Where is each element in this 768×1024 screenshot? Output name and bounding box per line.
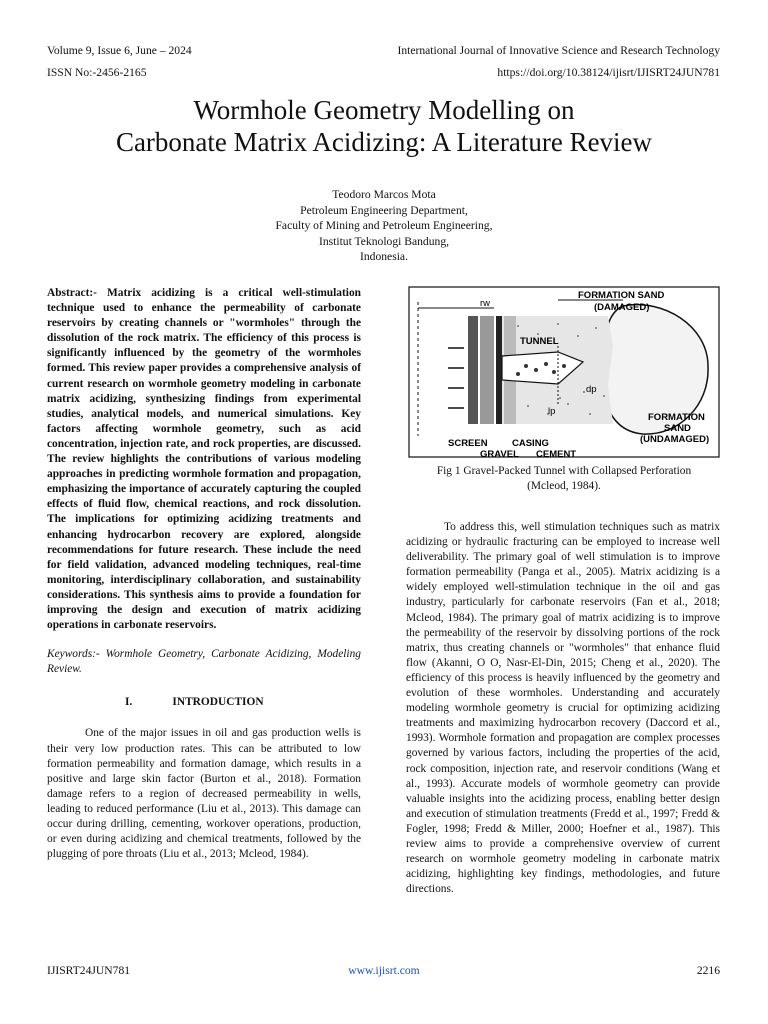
casing-band: [496, 316, 502, 424]
section-number: I.: [125, 696, 133, 709]
figure-caption: [400, 464, 728, 494]
title-line-2: Carbonate Matrix Acidizing: A Literature Review: [115, 127, 653, 157]
label-tunnel: TUNNEL: [520, 336, 559, 347]
author-block: [0, 187, 768, 265]
issn: ISSN No:-2456-2165: [47, 66, 147, 79]
intro-paragraph: One of the major issues in oil and gas production wells is their very low production rates. This can be attributed to low formation permeability and formation damage, which results in a positive and large skin factor (Burton et al., 2018). Formation damage refers to a region of decreased permeability in wells, leading to reduced performance (Liu et al., 2013). This damage can occur during drilling, cementing, workover operations, production, or even during acidizing and chemical treatments, followed by the plugging of pore throats (Liu et al., 2013; Mcleod, 1984).: [47, 727, 361, 861]
left-column: [47, 286, 361, 862]
label-rw: rw: [480, 298, 491, 309]
label-lp: lp: [548, 406, 556, 417]
label-formation-sand-damaged-1: FORMATION SAND: [578, 290, 665, 301]
label-formation-2: SAND: [664, 423, 691, 434]
keywords: Keywords:- Wormhole Geometry, Carbonate Acidizing, Modeling Review.: [47, 648, 361, 676]
screen-band: [468, 316, 478, 424]
author-faculty: Faculty of Mining and Petroleum Engineering,: [275, 219, 493, 232]
label-dp: dp: [586, 384, 597, 395]
paper-title: [0, 94, 768, 158]
abstract: Abstract:- Matrix acidizing is a critical well-stimulation technique used to enhance the permeability of carbonate reservoirs by creating channels or "wormholes" through the dissolution of the rock matrix. The efficiency of this process is significantly influenced by the geometry of the wormholes formed. This review paper provides a comprehensive analysis of current research on wormhole geometry modeling in carbonate matrix acidizing, synthesizing findings from experimental studies, analytical models, and numerical simulations. Key factors affecting wormhole geometry, such as acid concentration, injection rate, and rock properties, are discussed. The review highlights the contributions of various modeling approaches in predicting wormhole formation and propagation, emphasizing the importance of accurately capturing the coupled effects of fluid flow, chemical reactions, and rock dissolution. The implications for optimizing acidizing treatments and enhancing hydrocarbon recovery are explored, alongside recommendations for future research. These include the need for field validation, advanced modeling techniques, real-time monitoring, interdisciplinary collaboration, and sustainability considerations. This synthesis aims to provide a foundation for improving the design and execution of matrix acidizing operations in carbonate reservoirs.: [47, 287, 361, 632]
caption-line-2: (Mcleod, 1984).: [527, 480, 601, 492]
label-formation-3: (UNDAMAGED): [640, 434, 710, 445]
label-screen: SCREEN: [448, 438, 488, 449]
caption-line-1: Fig 1 Gravel-Packed Tunnel with Collapsed Perforation: [436, 465, 692, 477]
doi-link[interactable]: https://doi.org/10.38124/ijisrt/IJISRT24JUN781: [497, 66, 720, 79]
footer-code: IJISRT24JUN781: [47, 964, 131, 977]
label-gravel: GRAVEL: [480, 449, 519, 458]
author-dept: Petroleum Engineering Department,: [300, 203, 468, 217]
section-title: INTRODUCTION: [172, 696, 264, 709]
author-name: Teodoro Marcos Mota: [332, 188, 436, 201]
title-line-1: Wormhole Geometry Modelling on: [193, 95, 575, 125]
gravel-band: [480, 316, 494, 424]
right-paragraph: To address this, well stimulation techniques such as matrix acidizing or hydraulic fracturing can be employed to increase well deliverability. The primary goal of well stimulation is to improve formation permeability (Panga et al., 2005). Matrix acidizing is a widely employed well-stimulation technique in the oil and gas industry, particularly for carbonate reservoirs (Fan et al., 2018; Mcleod, 1984). The primary goal of matrix acidizing is to improve the permeability of the reservoir by dissolving portions of the rock matrix, thus creating channels or "wormholes" that enhance fluid flow (Akanni, O O, Nasr-El-Din, 2015; Cheng et al., 2020). The efficiency of this process is heavily influenced by the geometry and evolution of these wormholes. Understanding and accurately modeling wormhole geometry is crucial for optimizing acidizing treatments and maximizing hydrocarbon recovery (Daccord et al., 1993). Wormhole formation and propagation are complex processes governed by various factors, including the properties of the acid, rock composition, injection rate, and reservoir conditions (Wang et al., 1993). Accurate models of wormhole geometry can provide valuable insights into the acidizing process, enabling better design and execution of stimulation treatments (Fredd et al., 1997; Fredd & Fogler, 1998; Fredd & Miller, 2000; Hoefner et al., 1987). This review aims to provide a comprehensive overview of current research on wormhole geometry modeling in carbonate matrix acidizing, highlighting key findings, methodologies, and future directions.: [406, 521, 720, 896]
footer-site-link[interactable]: www.ijisrt.com: [348, 964, 420, 977]
journal-name: International Journal of Innovative Science and Research Technology: [397, 44, 720, 57]
label-cement: CEMENT: [536, 449, 577, 458]
author-institute: Institut Teknologi Bandung,: [318, 234, 450, 248]
page-number: 2216: [696, 964, 720, 977]
section-heading: [47, 695, 361, 710]
gravel-packed-tunnel-figure: [408, 286, 720, 458]
label-casing: CASING: [512, 438, 549, 449]
volume-info: Volume 9, Issue 6, June – 2024: [47, 44, 192, 57]
right-column: [406, 520, 720, 897]
label-formation-sand-damaged-2: (DAMAGED): [594, 302, 650, 313]
label-formation-1: FORMATION: [648, 412, 705, 423]
author-country: Indonesia.: [360, 250, 408, 263]
